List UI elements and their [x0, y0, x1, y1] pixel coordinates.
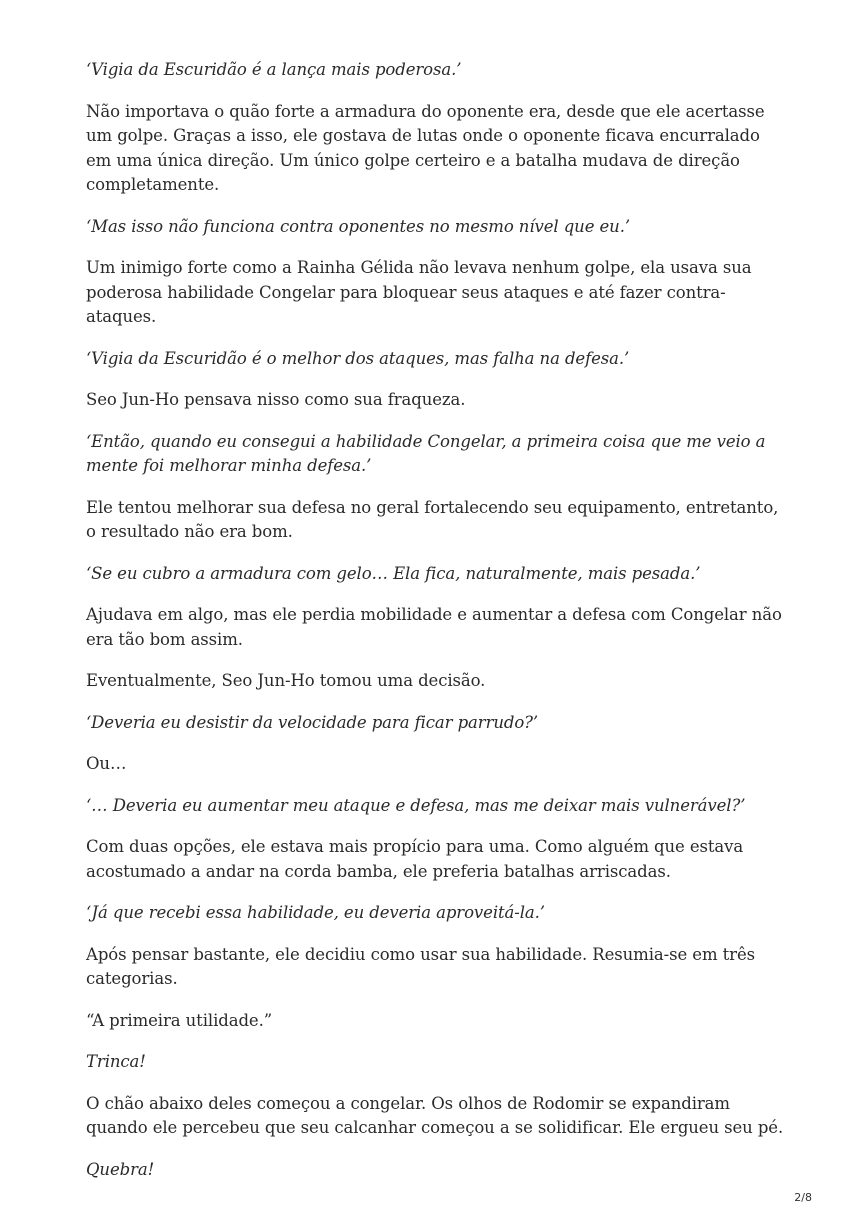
paragraph-5: ‘Vigia da Escuridão é o melhor dos ataques, mas falha na defesa.’ [86, 348, 630, 368]
paragraph-18: “A primeira utilidade.” [86, 1010, 273, 1030]
paragraph-4: Um inimigo forte como a Rainha Gélida não levava nenhum golpe, ela usava sua poderosa habilidade Congelar para bloquear seus ataques e até fazer contra-ataques. [86, 258, 752, 326]
paragraph-1: ‘Vigia da Escuridão é a lança mais poderosa.’ [86, 60, 462, 79]
paragraph-19: Trinca! [86, 1052, 146, 1071]
paragraph-11: Eventualmente, Seo Jun-Ho tomou uma decisão. [86, 671, 486, 690]
paragraph-3: ‘Mas isso não funciona contra oponentes no mesmo nível que eu.’ [86, 216, 631, 236]
paragraph-14: ‘… Deveria eu aumentar meu ataque e defesa, mas me deixar mais vulnerável?’ [86, 795, 746, 815]
paragraph-8: Ele tentou melhorar sua defesa no geral fortalecendo seu equipamento, entretanto, o resultado não era bom. [86, 497, 779, 541]
paragraph-20: O chão abaixo deles começou a congelar. Os olhos de Rodomir se expandiram quando ele percebeu que seu calcanhar começou a se solidificar. Ele ergueu seu pé. [86, 1093, 784, 1137]
document-body [86, 58, 786, 1199]
paragraph-21: Quebra! [86, 1159, 155, 1179]
paragraph-9: ‘Se eu cubro a armadura com gelo… Ela fica, naturalmente, mais pesada.’ [86, 563, 701, 583]
paragraph-12: ‘Deveria eu desistir da velocidade para ficar parrudo?’ [86, 712, 539, 732]
paragraph-10: Ajudava em algo, mas ele perdia mobilidade e aumentar a defesa com Congelar não era tão bom assim. [86, 605, 782, 649]
page-number: 2/8 [794, 1191, 812, 1204]
paragraph-6: Seo Jun-Ho pensava nisso como sua fraqueza. [86, 390, 466, 409]
paragraph-17: Após pensar bastante, ele decidiu como usar sua habilidade. Resumia-se em três categorias. [86, 944, 755, 988]
paragraph-13: Ou… [86, 754, 127, 773]
paragraph-2: Não importava o quão forte a armadura do oponente era, desde que ele acertasse um golpe. Graças a isso, ele gostava de lutas onde o oponente ficava encurralado em uma única direção. Um único golpe certeiro e a batalha mudava de direção completamente. [86, 101, 765, 194]
paragraph-7: ‘Então, quando eu consegui a habilidade Congelar, a primeira coisa que me veio a mente foi melhorar minha defesa.’ [86, 431, 766, 475]
paragraph-16: ‘Já que recebi essa habilidade, eu deveria aproveitá-la.’ [86, 903, 545, 922]
paragraph-15: Com duas opções, ele estava mais propício para uma. Como alguém que estava acostumado a andar na corda bamba, ele preferia batalhas arriscadas. [86, 837, 744, 881]
